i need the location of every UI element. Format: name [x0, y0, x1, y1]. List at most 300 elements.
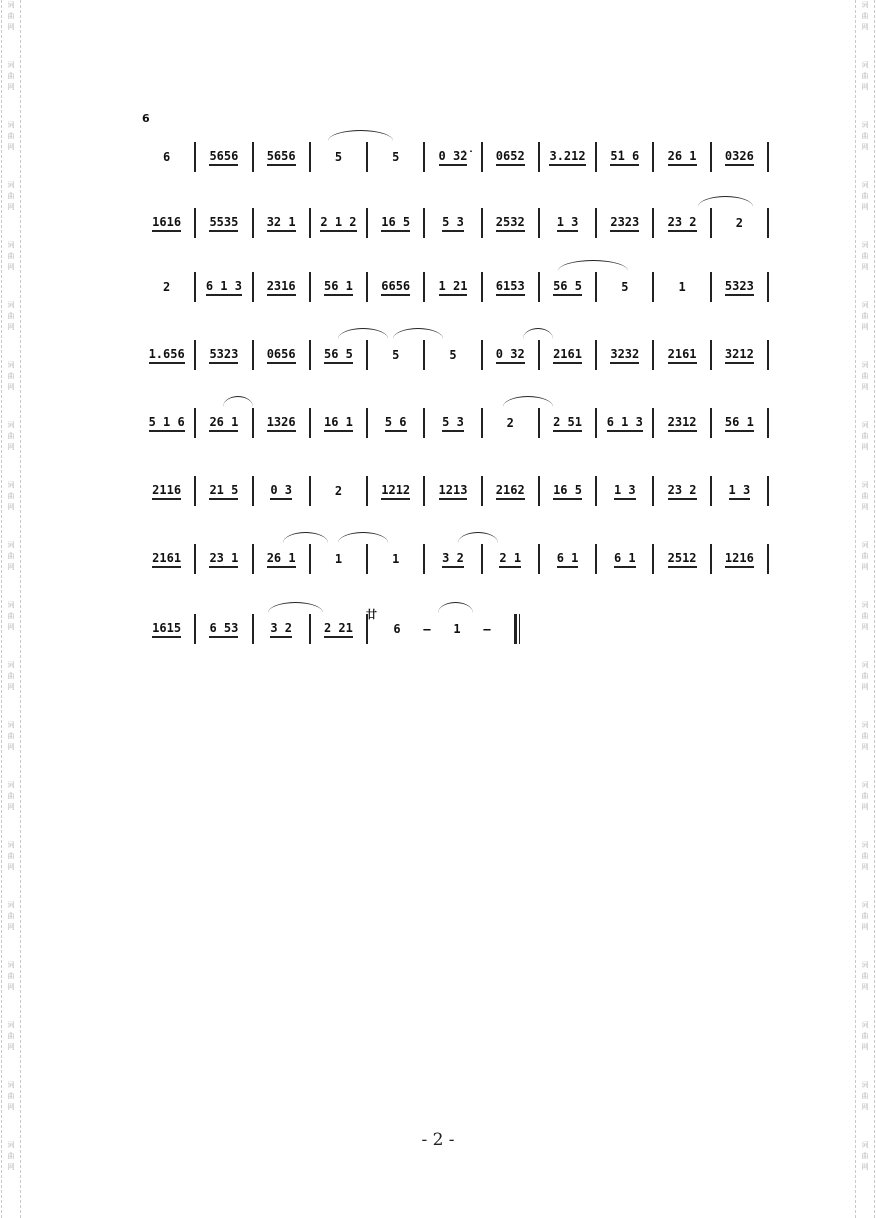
measure-notes: 6 1 3 — [607, 415, 643, 432]
measure — [482, 132, 539, 182]
margin-char: 词 — [861, 181, 869, 189]
measure-notes: 16 1 — [324, 415, 353, 432]
margin-label — [2, 720, 20, 780]
free-tempo-marker: 廿 — [366, 608, 377, 621]
measure-notes: 6 — [163, 150, 171, 164]
measure — [138, 132, 195, 182]
measure — [138, 604, 195, 654]
margin-char: 曲 — [7, 612, 15, 620]
measure-notes: 2162 — [496, 483, 525, 500]
margin-char: 网 — [7, 803, 15, 811]
measure-notes: 2161 — [152, 551, 181, 568]
margin-char: 词 — [861, 1081, 869, 1089]
margin-char: 曲 — [7, 372, 15, 380]
margin-char: 曲 — [7, 192, 15, 200]
margin-char: 网 — [7, 203, 15, 211]
margin-char: 词 — [861, 601, 869, 609]
measure-notes: 5̇1 6 — [610, 149, 639, 166]
measure-notes: 5535 — [209, 215, 238, 232]
measure — [653, 330, 710, 380]
score-line — [138, 466, 768, 516]
margin-char: 词 — [7, 61, 15, 69]
measure-notes: 6 1 — [557, 551, 579, 568]
measure-notes: 26 1 — [209, 415, 238, 432]
measure — [195, 132, 252, 182]
margin-char: 网 — [861, 923, 869, 931]
margin-char: 曲 — [861, 852, 869, 860]
measure-notes: 1615 — [152, 621, 181, 638]
measure-notes: 2532 — [496, 215, 525, 232]
margin-char: 网 — [861, 443, 869, 451]
final-barline — [514, 614, 517, 644]
margin-char: 曲 — [861, 492, 869, 500]
measure — [539, 466, 596, 516]
measure-notes: 1 3 — [614, 483, 636, 500]
measure-notes: 23 1 — [209, 551, 238, 568]
margin-char: 词 — [7, 601, 15, 609]
measure — [596, 198, 653, 248]
margin-label — [856, 1020, 874, 1080]
margin-label — [2, 900, 20, 960]
margin-char: 词 — [861, 721, 869, 729]
margin-char: 网 — [7, 323, 15, 331]
measure — [413, 604, 441, 654]
score-line — [138, 330, 768, 380]
measure — [596, 330, 653, 380]
margin-char: 词 — [861, 481, 869, 489]
margin-char: 曲 — [861, 252, 869, 260]
measure — [653, 398, 710, 448]
measure-notes: 2 — [506, 416, 514, 430]
measure-notes: 56 5 — [324, 347, 353, 364]
margin-char: 词 — [7, 661, 15, 669]
measure-notes: 2 — [163, 280, 171, 294]
measure — [596, 398, 653, 448]
barline — [767, 544, 769, 574]
measure-notes: 2323 — [610, 215, 639, 232]
measure — [424, 262, 481, 312]
measure-notes: 6 1 — [614, 551, 636, 568]
margin-char: 词 — [7, 1081, 15, 1089]
margin-char: 曲 — [7, 1092, 15, 1100]
measure-notes: — — [483, 622, 491, 636]
measure — [711, 262, 768, 312]
measure-notes: 0 3 — [270, 483, 292, 500]
margin-label — [2, 0, 20, 60]
measure-notes: 23 2 — [668, 215, 697, 232]
margin-char: 网 — [861, 503, 869, 511]
margin-label — [2, 180, 20, 240]
measure — [138, 398, 195, 448]
margin-char: 词 — [861, 301, 869, 309]
measure-notes: 2 1 2 — [320, 215, 356, 232]
margin-char: 网 — [861, 1163, 869, 1171]
margin-char: 词 — [861, 1141, 869, 1149]
margin-char: 网 — [861, 863, 869, 871]
margin-char: 词 — [7, 121, 15, 129]
margin-char: 词 — [7, 481, 15, 489]
margin-char: 曲 — [861, 912, 869, 920]
measure — [711, 330, 768, 380]
margin-label — [856, 120, 874, 180]
measure-notes: 5 3 — [442, 215, 464, 232]
margin-char: 曲 — [861, 132, 869, 140]
measure-notes: 3.212 — [549, 149, 585, 166]
measure-notes: 0652 — [496, 149, 525, 166]
measure-notes: 5323 — [209, 347, 238, 364]
measure — [195, 604, 252, 654]
measure — [367, 466, 424, 516]
margin-char: 网 — [7, 683, 15, 691]
measure-notes: 5 — [621, 280, 629, 294]
margin-char: 曲 — [7, 732, 15, 740]
margin-label — [2, 420, 20, 480]
margin-char: 词 — [7, 841, 15, 849]
measure — [711, 534, 768, 584]
margin-char: 网 — [7, 83, 15, 91]
margin-char: 词 — [861, 61, 869, 69]
measure-notes: 23 2 — [668, 483, 697, 500]
measure-notes: 16 5 — [381, 215, 410, 232]
measure-notes: 2161 — [668, 347, 697, 364]
margin-char: 词 — [7, 541, 15, 549]
measure-notes: 1216 — [725, 551, 754, 568]
margin-char: 曲 — [7, 552, 15, 560]
margin-char: 网 — [7, 23, 15, 31]
margin-label — [856, 360, 874, 420]
score-line — [138, 132, 768, 182]
measure-notes: 5 3 — [442, 415, 464, 432]
margin-char: 网 — [861, 83, 869, 91]
barline — [767, 476, 769, 506]
measure — [367, 198, 424, 248]
margin-char: 曲 — [7, 72, 15, 80]
measure-notes: 5656 — [267, 149, 296, 166]
margin-char: 词 — [861, 241, 869, 249]
measure — [653, 534, 710, 584]
margin-label — [856, 780, 874, 840]
margin-char: 词 — [7, 961, 15, 969]
margin-char: 网 — [7, 1043, 15, 1051]
measure-notes: 1 — [453, 622, 461, 636]
measure — [383, 604, 411, 654]
barline — [767, 142, 769, 172]
margin-char: 曲 — [861, 192, 869, 200]
barline — [767, 340, 769, 370]
margin-char: 词 — [7, 301, 15, 309]
margin-label — [2, 120, 20, 180]
margin-label — [2, 240, 20, 300]
measure — [367, 398, 424, 448]
measure — [596, 132, 653, 182]
measure — [482, 198, 539, 248]
measure-notes: 5 — [334, 150, 343, 164]
margin-char: 曲 — [861, 552, 869, 560]
margin-char: 网 — [861, 383, 869, 391]
margin-char: 曲 — [7, 432, 15, 440]
measure — [539, 132, 596, 182]
margin-label — [2, 660, 20, 720]
measure-notes: 26 1 — [267, 551, 296, 568]
margin-char: 词 — [7, 781, 15, 789]
measure-notes: 0 32 — [496, 347, 525, 364]
margin-char: 曲 — [861, 1092, 869, 1100]
margin-char: 词 — [861, 901, 869, 909]
measure-notes: 56 5 — [553, 279, 582, 296]
margin-char: 网 — [861, 323, 869, 331]
measure-notes: 2 21 — [324, 621, 353, 638]
measure-notes: 0326 — [725, 149, 754, 166]
margin-char: 网 — [7, 383, 15, 391]
measure — [138, 262, 195, 312]
margin-label — [856, 960, 874, 1020]
margin-label — [2, 600, 20, 660]
margin-char: 词 — [7, 1021, 15, 1029]
measure — [310, 198, 367, 248]
page-number: - 2 - — [421, 1130, 455, 1150]
measure — [310, 398, 367, 448]
measure-notes: 16 5 — [553, 483, 582, 500]
margin-char: 曲 — [861, 732, 869, 740]
measure-notes: 2 — [735, 216, 743, 230]
score-line — [138, 262, 768, 312]
measure-notes: 2116 — [152, 483, 181, 500]
measure-notes: 2312 — [668, 415, 697, 432]
margin-char: 网 — [861, 683, 869, 691]
measure-notes: 1616 — [152, 215, 181, 232]
margin-label — [2, 840, 20, 900]
margin-label — [2, 60, 20, 120]
margin-char: 网 — [861, 23, 869, 31]
margin-label — [2, 300, 20, 360]
margin-label — [2, 480, 20, 540]
margin-char: 词 — [861, 961, 869, 969]
margin-label — [2, 360, 20, 420]
margin-char: 网 — [861, 623, 869, 631]
measure — [195, 534, 252, 584]
margin-char: 网 — [861, 203, 869, 211]
margin-char: 网 — [861, 743, 869, 751]
measure — [596, 466, 653, 516]
margin-char: 网 — [7, 143, 15, 151]
measure — [711, 132, 768, 182]
measure — [424, 132, 481, 182]
measure-notes: 5656 — [209, 149, 238, 166]
measure-notes: 21 5 — [209, 483, 238, 500]
measure-notes: 2161 — [553, 347, 582, 364]
measure-notes: 6153 — [496, 279, 525, 296]
margin-char: 曲 — [7, 252, 15, 260]
margin-char: 词 — [7, 181, 15, 189]
measure — [253, 398, 310, 448]
margin-char: 曲 — [7, 492, 15, 500]
margin-char: 词 — [861, 841, 869, 849]
margin-label — [856, 900, 874, 960]
measure — [310, 262, 367, 312]
score-line — [138, 534, 768, 584]
measure-notes: 56 1 — [324, 279, 353, 296]
measure — [482, 262, 539, 312]
margin-char: 曲 — [861, 972, 869, 980]
measure — [195, 198, 252, 248]
margin-label — [2, 1020, 20, 1080]
measure-notes: 5 — [392, 348, 400, 362]
measure-notes: 2316 — [267, 279, 296, 296]
measure — [253, 262, 310, 312]
margin-char: 网 — [7, 623, 15, 631]
margin-char: 曲 — [861, 792, 869, 800]
final-barline — [519, 614, 520, 644]
measure — [367, 262, 424, 312]
margin-label — [856, 240, 874, 300]
margin-char: 网 — [7, 923, 15, 931]
margin-char: 词 — [7, 421, 15, 429]
margin-label — [856, 180, 874, 240]
measure-notes: 5 — [449, 348, 457, 362]
margin-char: 网 — [7, 983, 15, 991]
measure-notes: 2 — [334, 484, 343, 498]
measure — [253, 466, 310, 516]
measure-notes: 1 3 — [729, 483, 751, 500]
margin-char: 曲 — [7, 972, 15, 980]
margin-char: 网 — [7, 563, 15, 571]
margin-label — [856, 840, 874, 900]
margin-char: 曲 — [861, 312, 869, 320]
margin-label — [856, 480, 874, 540]
measure-notes: — — [423, 622, 431, 636]
measure — [424, 466, 481, 516]
measure — [253, 198, 310, 248]
margin-char: 词 — [7, 901, 15, 909]
margin-char: 词 — [7, 721, 15, 729]
measure-notes: 3 2 — [442, 551, 464, 568]
margin-label — [856, 0, 874, 60]
margin-char: 曲 — [7, 672, 15, 680]
measure — [138, 466, 195, 516]
margin-char: 曲 — [861, 1152, 869, 1160]
measure-notes: 1 — [678, 280, 686, 294]
margin-char: 词 — [861, 781, 869, 789]
margin-char: 曲 — [7, 912, 15, 920]
measure — [195, 330, 252, 380]
margin-char: 曲 — [861, 1032, 869, 1040]
measure — [653, 466, 710, 516]
margin-char: 曲 — [861, 372, 869, 380]
measure-notes: 0 3̇2̇ — [439, 149, 468, 166]
margin-char: 曲 — [861, 432, 869, 440]
margin-char: 曲 — [7, 1152, 15, 1160]
barline — [767, 208, 769, 238]
margin-char: 网 — [861, 1043, 869, 1051]
measure-notes: 3 2 — [270, 621, 292, 638]
measure — [711, 398, 768, 448]
margin-label — [856, 600, 874, 660]
margin-label — [856, 60, 874, 120]
right-margin-strip — [855, 0, 875, 1218]
margin-label — [856, 540, 874, 600]
margin-char: 网 — [861, 263, 869, 271]
barline — [767, 272, 769, 302]
measure — [482, 466, 539, 516]
measure — [253, 132, 310, 182]
margin-char: 曲 — [7, 312, 15, 320]
margin-char: 曲 — [7, 12, 15, 20]
margin-char: 网 — [7, 743, 15, 751]
measure-notes: 5 — [392, 150, 400, 164]
margin-char: 网 — [861, 563, 869, 571]
margin-char: 网 — [7, 1163, 15, 1171]
measure-notes: 56 1 — [725, 415, 754, 432]
margin-char: 曲 — [7, 1032, 15, 1040]
margin-label — [856, 720, 874, 780]
margin-label — [856, 420, 874, 480]
margin-char: 词 — [861, 541, 869, 549]
measure — [138, 198, 195, 248]
margin-char: 网 — [7, 863, 15, 871]
measure-notes: 6 1 3 — [206, 279, 242, 296]
measure-notes: 1 3 — [557, 215, 579, 232]
measure-notes: 3232 — [610, 347, 639, 364]
margin-char: 网 — [7, 503, 15, 511]
margin-char: 曲 — [7, 132, 15, 140]
margin-char: 网 — [7, 1103, 15, 1111]
margin-label — [856, 660, 874, 720]
margin-char: 网 — [861, 803, 869, 811]
measure-notes: 5 6 — [385, 415, 407, 432]
margin-label — [2, 780, 20, 840]
measure-notes: 1213 — [439, 483, 468, 500]
margin-char: 词 — [861, 361, 869, 369]
barline — [767, 408, 769, 438]
measure — [424, 198, 481, 248]
margin-char: 词 — [861, 1021, 869, 1029]
margin-char: 曲 — [7, 792, 15, 800]
measure — [310, 466, 367, 516]
margin-char: 词 — [861, 661, 869, 669]
measure-notes: 32 1 — [267, 215, 296, 232]
margin-char: 网 — [7, 443, 15, 451]
measure — [473, 604, 501, 654]
measure — [138, 534, 195, 584]
measure-notes: 5 1 6 — [149, 415, 185, 432]
score-line — [138, 198, 768, 248]
margin-char: 词 — [7, 1, 15, 9]
measure-notes: 1 — [334, 552, 343, 566]
margin-char: 曲 — [861, 72, 869, 80]
measure — [195, 466, 252, 516]
margin-char: 词 — [861, 1, 869, 9]
margin-char: 曲 — [861, 612, 869, 620]
margin-char: 网 — [861, 143, 869, 151]
measure — [195, 262, 252, 312]
measure-notes: 26 1 — [668, 149, 697, 166]
measure-notes: 6 53 — [209, 621, 238, 638]
measure — [138, 330, 195, 380]
margin-char: 词 — [861, 121, 869, 129]
measure-notes: 1212 — [381, 483, 410, 500]
margin-char: 词 — [7, 241, 15, 249]
left-margin-strip — [1, 0, 21, 1218]
margin-char: 词 — [7, 361, 15, 369]
margin-char: 网 — [861, 983, 869, 991]
measure-notes: 5323 — [725, 279, 754, 296]
measure-notes: 1 — [392, 552, 400, 566]
measure — [539, 198, 596, 248]
margin-char: 网 — [861, 1103, 869, 1111]
margin-label — [2, 960, 20, 1020]
margin-label — [856, 300, 874, 360]
measure — [653, 262, 710, 312]
